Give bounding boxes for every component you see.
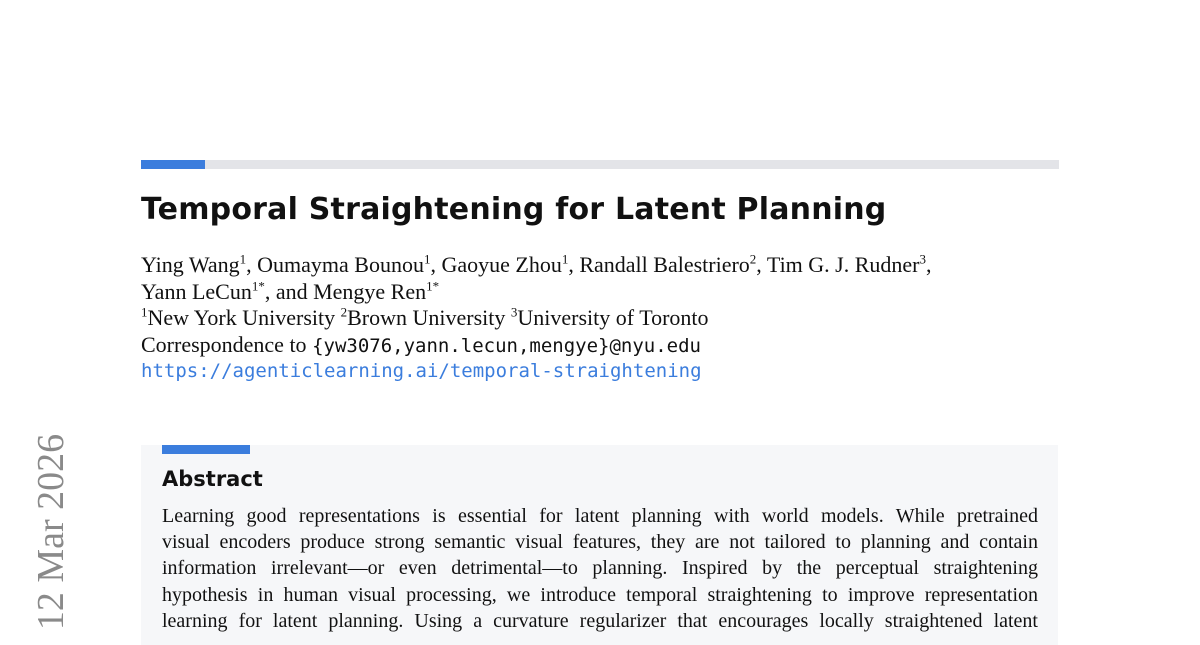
author-name: Mengye Ren <box>313 279 427 304</box>
author-separator: , <box>246 252 258 277</box>
abstract-line: learning for latent planning. Using a curvature regularizer that encourages locally straightened latent <box>162 609 1038 632</box>
author-separator: , <box>430 252 442 277</box>
author-affiliation-mark: 1 <box>423 251 431 267</box>
author-affiliation-mark: 3 <box>919 251 927 267</box>
abstract-body <box>162 503 1038 634</box>
author-name: Oumayma Bounou <box>257 252 424 277</box>
abstract-line: Learning good representations is essential for latent planning with world models. While pretrained <box>162 505 1038 527</box>
author-name: Gaoyue Zhou <box>441 252 562 277</box>
author-affiliation-mark: 1 <box>561 251 569 267</box>
affiliation-name: University of Toronto <box>517 305 709 330</box>
author-affiliation-mark: 2 <box>749 251 757 267</box>
author-separator: , <box>568 252 580 277</box>
affiliation-name: New York University <box>147 305 336 330</box>
author-last-joiner: , and <box>264 279 314 304</box>
author-affiliation-mark: 1* <box>426 278 440 294</box>
affiliation-mark: 1 <box>141 304 148 320</box>
abstract-line: hypothesis in human visual processing, we introduce temporal straightening to improve representation <box>162 583 1038 606</box>
affiliation-name: Brown University <box>347 305 506 330</box>
correspondence-emails[interactable]: {yw3076,yann.lecun,mengye}@nyu.edu <box>312 335 701 357</box>
author-line-1 <box>141 251 1041 278</box>
abstract-line: visual encoders produce strong semantic visual features, they are not tailored to planning and contain <box>162 531 1038 554</box>
paper-title: Temporal Straightening for Latent Planning <box>141 192 887 227</box>
correspondence-label: Correspondence to <box>141 332 313 357</box>
author-name: Randall Balestriero <box>579 252 750 277</box>
author-line-2 <box>141 278 1041 305</box>
affiliation-mark: 3 <box>510 304 518 320</box>
abstract-heading: Abstract <box>162 467 263 491</box>
abstract-accent-bar <box>162 445 250 454</box>
project-url-link[interactable]: https://agenticlearning.ai/temporal-straightening <box>141 360 702 382</box>
author-list <box>141 251 1041 305</box>
abstract-line: information irrelevant—or even detrimental—to planning. Inspired by the perceptual straightening <box>162 557 1038 580</box>
header-rule <box>141 160 1059 169</box>
author-name: Ying Wang <box>141 252 240 277</box>
arxiv-side-date: 12 Mar 2026 <box>30 433 72 631</box>
author-separator: , <box>756 252 767 277</box>
header-rule-accent <box>141 160 205 169</box>
affiliations <box>141 305 709 331</box>
author-separator: , <box>926 252 932 277</box>
author-name: Yann LeCun <box>141 279 252 304</box>
correspondence <box>141 332 701 358</box>
affiliation-mark: 2 <box>340 304 348 320</box>
author-affiliation-mark: 1* <box>251 278 265 294</box>
author-affiliation-mark: 1 <box>239 251 247 267</box>
author-name: Tim G. J. Rudner <box>766 252 920 277</box>
